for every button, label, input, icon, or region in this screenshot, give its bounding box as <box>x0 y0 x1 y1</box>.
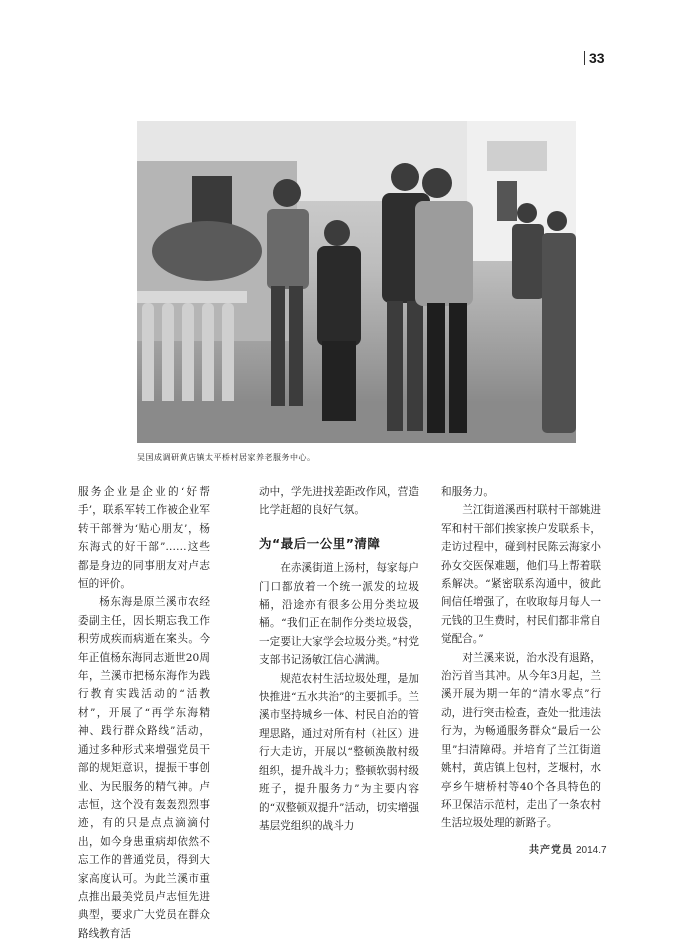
article-photo <box>137 121 576 443</box>
issue-number: 2014.7 <box>576 845 607 856</box>
paragraph: 动中，学先进找差距改作风，营造比学赶超的良好气氛。 <box>259 486 419 517</box>
page-number-value: 33 <box>589 50 605 66</box>
page-number <box>584 50 605 66</box>
page-footer <box>529 841 607 856</box>
paragraph: 服务企业是企业的‘好帮手’，联系军转工作被企业军转干部誉为‘贴心朋友’，杨东海式的好干部”……这些都是身边的同事朋友对卢志恒的评价。 <box>78 486 210 591</box>
photo-illustration <box>137 121 576 443</box>
paragraph: 和服务力。 <box>441 486 494 498</box>
paragraph: 规范农村生活垃圾处理，是加快推进“五水共治”的主要抓手。兰溪市坚持城乡一体、村民自治的管理思路，通过对所有村（社区）进行大走访，开展以“整顿涣散村级组织，提升战斗力；整顿软弱村级班子，提升服务力”为主要内容的“双整顿双提升”活动，切实增强基层党组织的战斗力 <box>259 672 419 832</box>
paragraph: 对兰溪来说，治水没有退路，治污首当其冲。从今年3月起，兰溪开展为期一年的“清水零点”行动，进行突击检查，查处一批违法行为，为畅通服务群众“最后一公里”扫清障碍。并培育了兰江街道姚村，黄店镇上包村，芝堰村，水亭乡午塘桥村等40个各具特色的环卫保洁示范村，走出了一条农村生活垃圾处理的新路子。 <box>441 651 601 830</box>
photo-caption: 吴国成调研黄店镇太平桥村居家养老服务中心。 <box>137 453 316 462</box>
article-column-3 <box>441 483 601 833</box>
paragraph: 兰江街道溪西村联村干部姚进军和村干部们挨家挨户发联系卡，走访过程中，碰到村民陈云海家小孙女交医保难题，他们马上帮着联系解决。“紧密联系沟通中，彼此间信任增强了，在收取每月每人一元钱的卫生费时，村民们都非常自觉配合。” <box>441 504 601 646</box>
paragraph: 在赤溪街道上汤村，每家每户门口都放着一个统一派发的垃圾桶，沿途亦有很多公用分类垃圾桶。“我们正在制作分类垃圾袋，一定要让大家学会垃圾分类。”村党支部书记汤敏江信心满满。 <box>259 562 419 667</box>
article-column-1 <box>78 483 210 943</box>
section-heading: 为“最后一公里”清障 <box>259 535 381 551</box>
magazine-name: 共产党员 <box>529 845 573 856</box>
article-column-2 <box>259 483 419 835</box>
paragraph: 杨东海是原兰溪市农经委副主任，因长期忘我工作积劳成疾而病逝在案头。今年正值杨东海同志逝世20周年，兰溪市把杨东海作为践行教育实践活动的“活教材”，开展了“再学东海精神、践行群众路线”活动，通过多种形式来增强党员干部的规矩意识，提振干事创业、为民服务的精气神。卢志恒，这个没有轰轰烈烈事迹，有的只是点点滴滴付出，如今身患重病却依然不忘工作的普通党员，得到大家高度认可。为此兰溪市重点推出最美党员卢志恒先进典型，要求广大党员在群众路线教育活 <box>78 596 210 940</box>
